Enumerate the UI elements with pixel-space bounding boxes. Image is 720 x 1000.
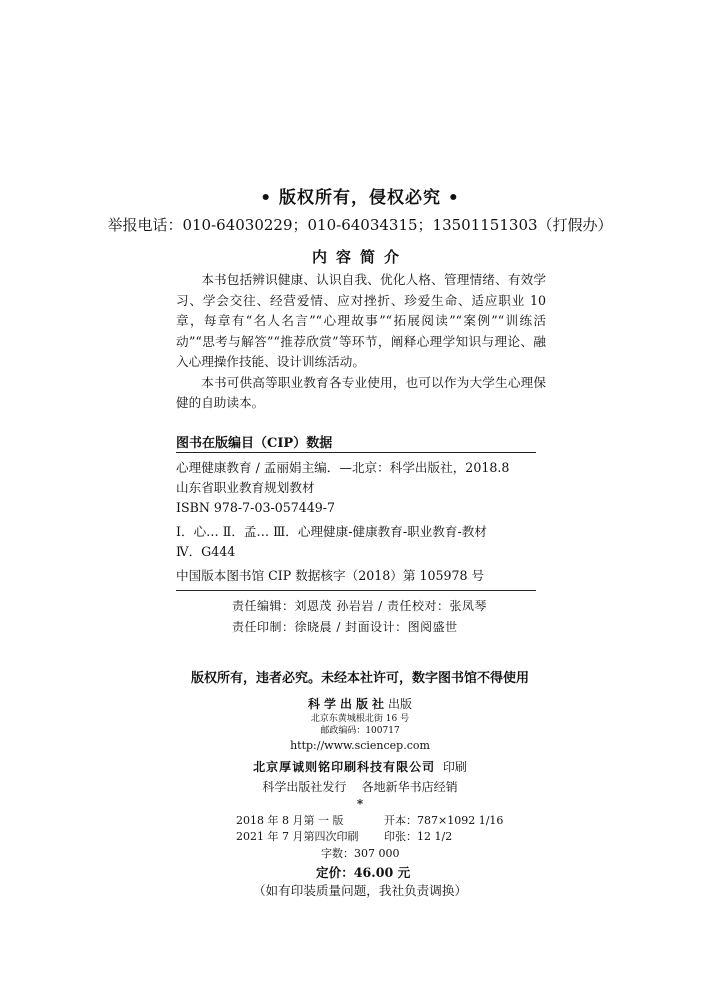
price: 定价：46.00 元 (316, 865, 411, 880)
cip-line: 心理健康教育 / 孟丽娟主编．—北京：科学出版社，2018.8 (176, 460, 510, 475)
word-count: 字数：307 000 (321, 847, 400, 860)
editor-line: 责任编辑：刘恩茂 孙岩岩 / 责任校对：张凤琴 (232, 599, 487, 613)
cip-line: Ⅳ．G444 (176, 544, 236, 559)
cip-data-block (176, 452, 536, 591)
summary-text (176, 270, 546, 414)
editor-credits (232, 596, 532, 638)
cip-isbn: ISBN 978-7-03-057449-7 (176, 500, 336, 515)
first-edition: 2018 年 8 月第 一 版 (236, 814, 344, 827)
rights-notice: 版权所有，违者必究。未经本社许可，数字图书馆不得使用 (190, 671, 529, 686)
cip-line: 中国版本图书馆 CIP 数据核字（2018）第 105978 号 (176, 568, 485, 583)
cip-heading: 图书在版编目（CIP）数据 (176, 436, 333, 451)
edition-info (236, 813, 504, 845)
printer-name: 北京厚诚则铭印刷科技有限公司 (253, 760, 436, 774)
editor-line: 责任印制：徐晓晨 / 封面设计：图阅盛世 (232, 620, 458, 634)
cip-line: 山东省职业教育规划教材 (176, 480, 315, 495)
printer-line (0, 758, 720, 775)
sellers: 各地新华书店经销 (361, 780, 458, 794)
publisher-name: 科学出版社 (307, 697, 388, 711)
printer-suffix: 印刷 (442, 760, 467, 774)
separator-star: * (356, 797, 364, 811)
exchange-notice: （如有印装质量问题，我社负责调换） (252, 883, 468, 898)
distributor: 科学出版社发行 (262, 780, 347, 794)
publisher-suffix: 出版 (388, 697, 413, 711)
copyright-title: • 版权所有，侵权必究 • (260, 188, 460, 208)
summary-title: 内容简介 (311, 248, 408, 266)
print-run: 2021 年 7 月第四次印刷 (236, 830, 359, 843)
publisher-postcode: 邮政编码：100717 (320, 726, 400, 736)
publisher-imprint (0, 696, 720, 754)
distribution-line (0, 778, 720, 795)
publisher-website: http://www.sciencep.com (290, 739, 430, 752)
cip-line: Ⅰ．心… Ⅱ．孟… Ⅲ．心理健康-健康教育-职业教育-教材 (176, 524, 487, 539)
report-phone: 举报电话：010-64030229；010-64034315；13501151303（打假办） (107, 216, 613, 234)
summary-paragraph: 本书包括辨识健康、认识自我、优化人格、管理情绪、有效学习、学会交往、经营爱情、应对挫折、珍爱生命、适应职业 10 章，每章有“名人名言”“心理故事”“拓展阅读”“案例”“训练活动”“思考与解答”“推荐欣赏”等环节，阐释心理学知识与理论、融入心理操作技能、设计训练活动。 (176, 272, 546, 369)
print-sheets: 印张：12 1/2 (384, 830, 453, 843)
book-format: 开本：787×1092 1/16 (384, 814, 504, 827)
publisher-address: 北京东黄城根北街 16 号 (310, 714, 410, 724)
summary-paragraph: 本书可供高等职业教育各专业使用，也可以作为大学生心理保健的自助读本。 (176, 374, 546, 410)
